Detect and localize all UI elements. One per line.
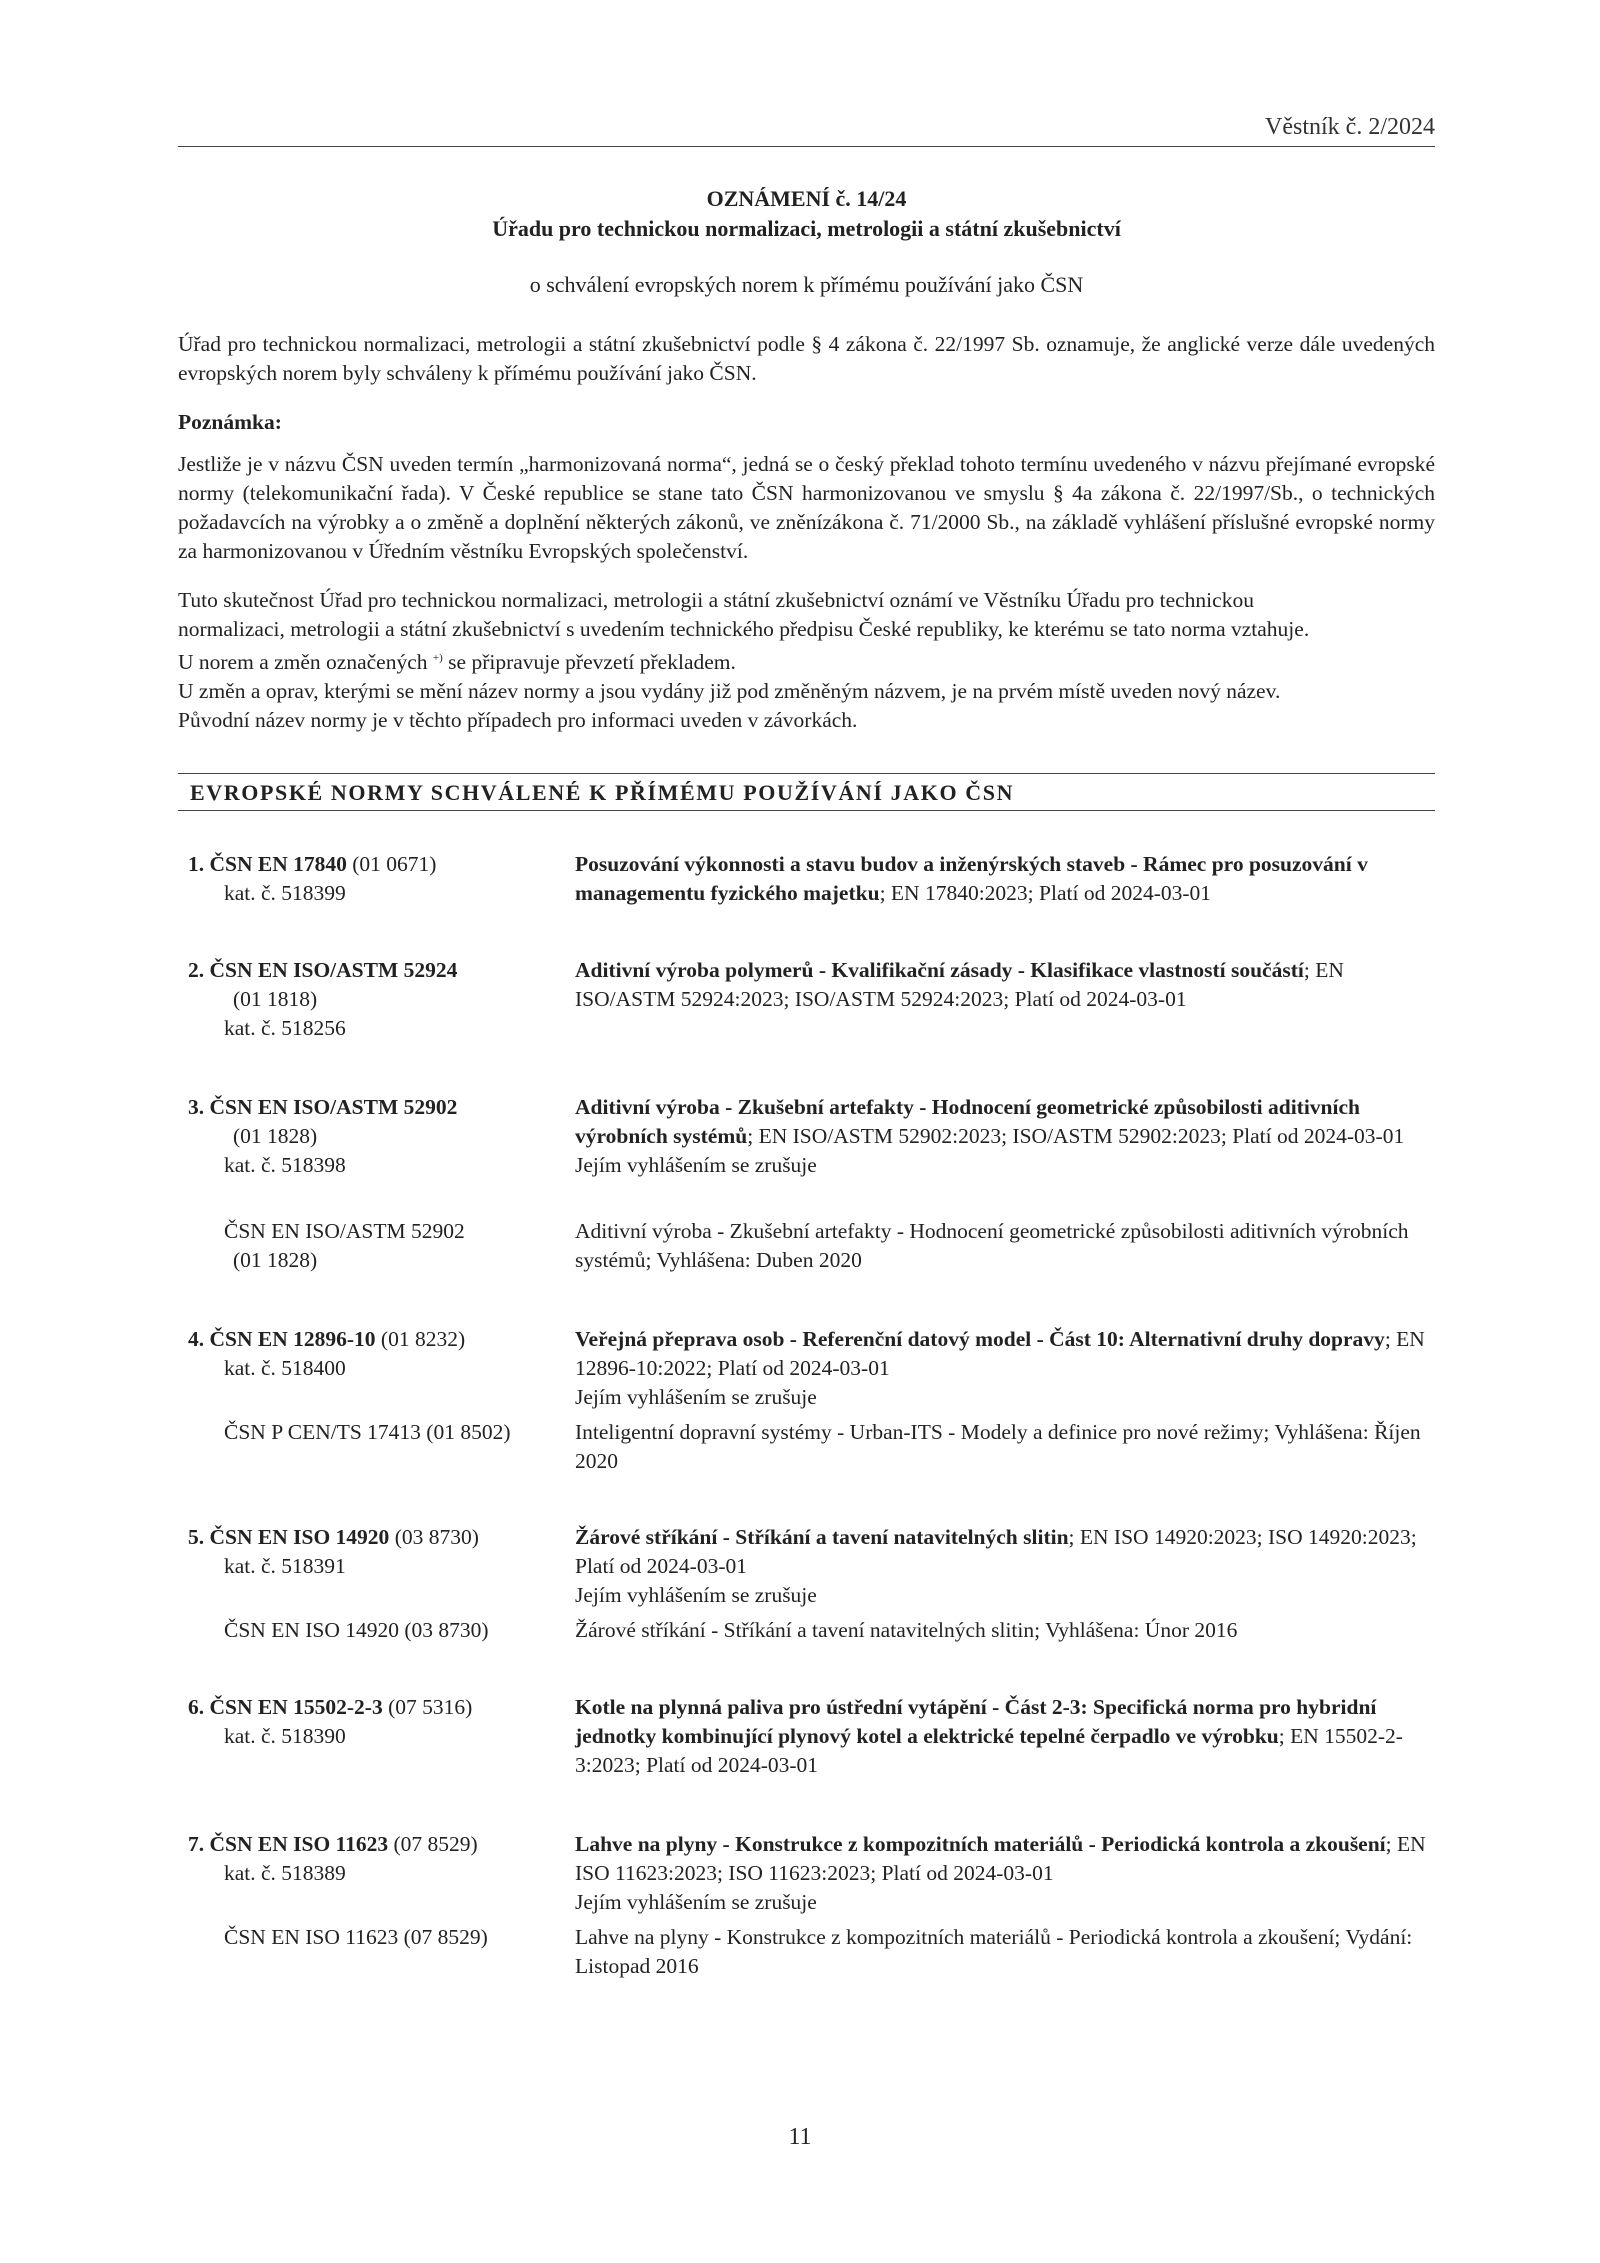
replaced-standard-id: ČSN EN ISO/ASTM 52902 (01 1828) — [224, 1219, 465, 1272]
info-line: Původní název normy je v těchto případech pro informaci uveden v závorkách. — [178, 708, 858, 733]
announcement-title — [178, 184, 1435, 300]
standard-title: Lahve na plyny - Konstrukce z kompozitních materiálů - Periodická kontrola a zkoušení; EN ISO 11623:2023; ISO 11623:2023; Platí od 2024-03-01 Jejím vyhlášením se zrušuje — [575, 1830, 1435, 1917]
replaced-standard-id: ČSN EN ISO 11623 (07 8529) — [224, 1925, 488, 1949]
standard-title: Veřejná přeprava osob - Referenční datový model - Část 10: Alternativní druhy dopravy; EN 12896-10:2022; Platí od 2024-03-01 Jejím vyhlášením se zrušuje — [575, 1325, 1435, 1412]
section-title: EVROPSKÉ NORMY SCHVÁLENÉ K PŘÍMÉMU POUŽÍVÁNÍ JAKO ČSN — [190, 780, 1015, 805]
standard-id: 5. ČSN EN ISO 14920 (03 8730) kat. č. 518391 — [188, 1525, 479, 1578]
replaced-standard-id: ČSN EN ISO 14920 (03 8730) — [224, 1618, 489, 1642]
cancels-note: Jejím vyhlášením se zrušuje — [575, 1890, 817, 1914]
standard-title: Aditivní výroba polymerů - Kvalifikační zásady - Klasifikace vlastností součástí; EN ISO/ASTM 52924:2023; ISO/ASTM 52924:2023; Platí od 2024-03-01 — [575, 958, 1344, 1011]
intro-paragraph: Úřad pro technickou normalizaci, metrologii a státní zkušebnictví podle § 4 zákona č. 22/1997 Sb. oznamuje, že anglické verze dále uvedených evropských norem byly schváleny k přímému používání jako ČSN. — [178, 332, 1435, 385]
page-number: 11 — [788, 2124, 812, 2150]
replaced-standard-id: ČSN P CEN/TS 17413 (01 8502) — [224, 1420, 511, 1444]
replaced-standard-title: Lahve na plyny - Konstrukce z kompozitních materiálů - Periodická kontrola a zkoušení; Vydání: Listopad 2016 — [575, 1925, 1413, 1978]
standard-id: 1. ČSN EN 17840 (01 0671) kat. č. 518399 — [188, 852, 437, 905]
replaced-standard-title: Aditivní výroba - Zkušební artefakty - Hodnocení geometrické způsobilosti aditivních výrobních systémů; Vyhlášena: Duben 2020 — [575, 1219, 1409, 1272]
title-subject: o schválení evropských norem k přímému používání jako ČSN — [529, 272, 1084, 297]
standard-id: 4. ČSN EN 12896-10 (01 8232) kat. č. 518400 — [188, 1327, 466, 1380]
info-paragraph — [178, 586, 1435, 735]
standard-id: 2. ČSN EN ISO/ASTM 52924 (01 1818) kat. č. 518256 — [188, 958, 458, 1040]
footnote-marker: +) — [432, 652, 443, 664]
title-office: Úřadu pro technickou normalizaci, metrologii a státní zkušebnictví — [492, 216, 1121, 241]
cancels-note: Jejím vyhlášením se zrušuje — [575, 1153, 817, 1177]
standard-title: Posuzování výkonnosti a stavu budov a inženýrských staveb - Rámec pro posuzování v managementu fyzického majetku; EN 17840:2023; Platí od 2024-03-01 — [575, 852, 1368, 905]
info-line: U norem a změn označených +) se připravuje převzetí překladem. — [178, 650, 736, 675]
standard-title: Aditivní výroba - Zkušební artefakty - Hodnocení geometrické způsobilosti aditivních výrobních systémů; EN ISO/ASTM 52902:2023; ISO/ASTM 52902:2023; Platí od 2024-03-01 Jejím vyhlášením se zrušuje — [575, 1093, 1435, 1180]
standard-title: Žárové stříkání - Stříkání a tavení natavitelných slitin; EN ISO 14920:2023; ISO 14920:2023; Platí od 2024-03-01 Jejím vyhlášením se zrušuje — [575, 1523, 1435, 1610]
cancels-note: Jejím vyhlášením se zrušuje — [575, 1583, 817, 1607]
section-rule — [178, 773, 1435, 774]
section-rule — [178, 810, 1435, 811]
replaced-standard-title: Žárové stříkání - Stříkání a tavení natavitelných slitin; Vyhlášena: Únor 2016 — [575, 1618, 1238, 1642]
bulletin-header: Věstník č. 2/2024 — [1265, 114, 1435, 140]
standard-id: 6. ČSN EN 15502-2-3 (07 5316) kat. č. 518390 — [188, 1695, 473, 1748]
replaced-standard-title: Inteligentní dopravní systémy - Urban-ITS - Modely a definice pro nové režimy; Vyhlášena: Říjen 2020 — [575, 1420, 1421, 1473]
info-line: normalizaci, metrologii a státní zkušebnictví s uvedením technického předpisu České republiky, ke kterému se tato norma vztahuje. — [178, 617, 1310, 641]
note-label: Poznámka: — [178, 410, 282, 434]
info-line: Tuto skutečnost Úřad pro technickou normalizaci, metrologii a státní zkušebnictví oznámí ve Věstníku Úřadu pro technickou — [178, 588, 1254, 612]
standard-id: 7. ČSN EN ISO 11623 (07 8529) kat. č. 518389 — [188, 1832, 478, 1885]
standard-title: Kotle na plynná paliva pro ústřední vytápění - Část 2-3: Specifická norma pro hybridní jednotky kombinující plynový kotel a elektrické tepelné čerpadlo ve výrobku; EN 15502-2-3:2023; Platí od 2024-03-01 — [575, 1695, 1403, 1777]
note-paragraph: Jestliže je v názvu ČSN uveden termín „harmonizovaná norma“, jedná se o český překlad tohoto termínu uvedeného v názvu přejímané evropské normy (telekomunikační řada). V České republice se stane tato ČSN harmonizovanou ve smyslu § 4a zákona č. 22/1997/Sb., o technických požadavcích na výrobky a o změně a doplnění některých zákonů, ve zněnízákona č. 71/2000 Sb., na základě vyhlášení příslušné evropské normy za harmonizovanou v Úředním věstníku Evropských společenství. — [178, 452, 1435, 563]
info-line: U změn a oprav, kterými se mění název normy a jsou vydány již pod změněným názvem, je na prvém místě uveden nový název. — [178, 679, 1281, 704]
cancels-note: Jejím vyhlášením se zrušuje — [575, 1385, 817, 1409]
header-rule — [178, 146, 1435, 147]
standard-id: 3. ČSN EN ISO/ASTM 52902 (01 1828) kat. č. 518398 — [188, 1095, 458, 1177]
title-number: OZNÁMENÍ č. 14/24 — [706, 186, 907, 211]
